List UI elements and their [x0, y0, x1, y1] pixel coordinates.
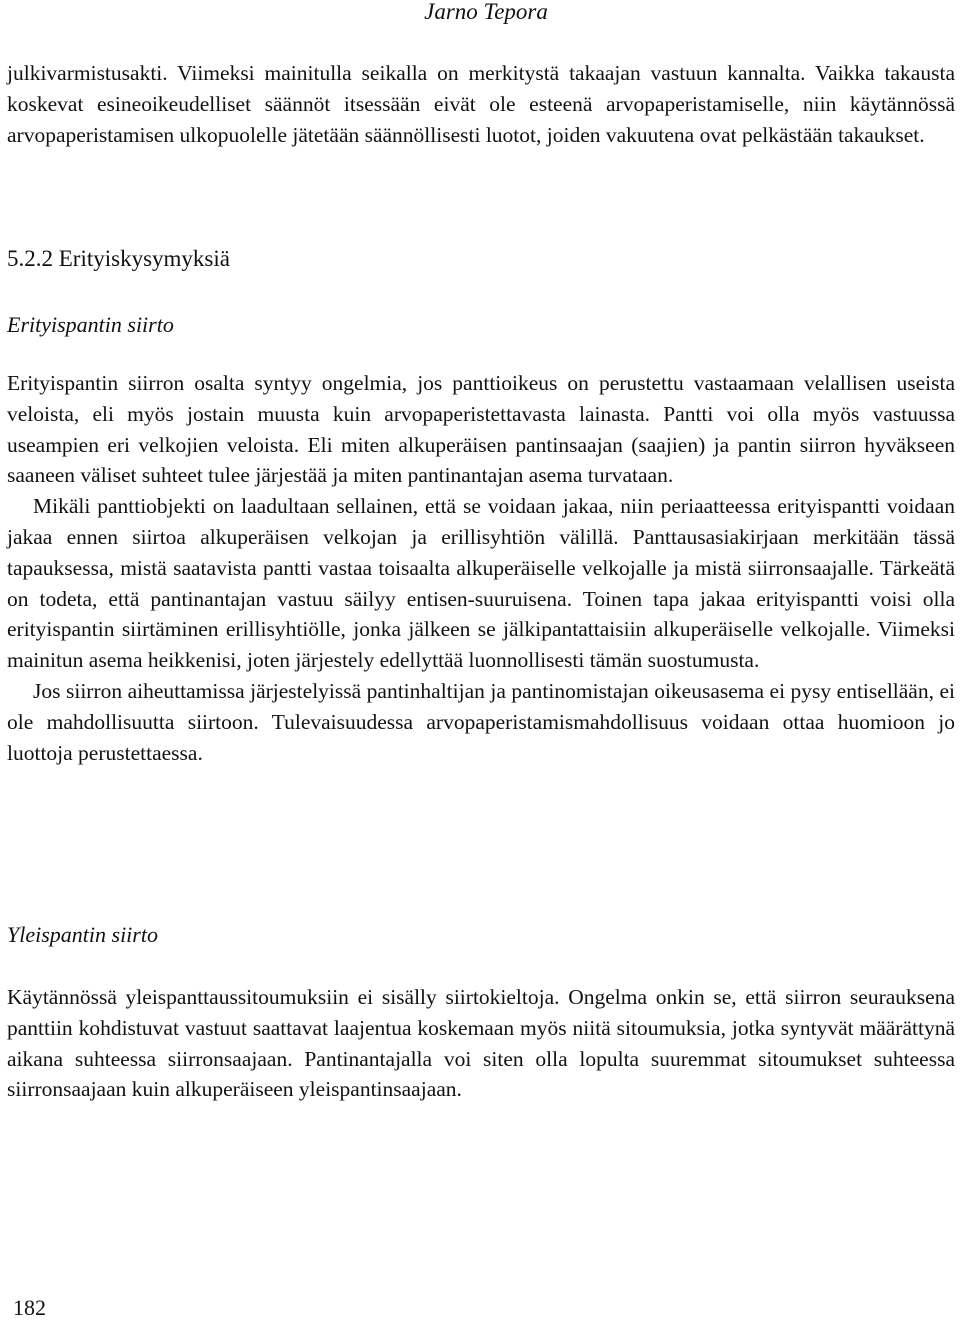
page-number: 182	[13, 1295, 46, 1320]
subsection-body-erityispantti	[7, 368, 955, 768]
running-head-author: Jarno Tepora	[424, 0, 548, 24]
body-paragraph: Jos siirron aiheuttamissa järjestelyissä pantinhaltijan ja pantinomistajan oikeusasema ei pysy entisellään, ei ole mahdollisuutta siirtoon. Tulevaisuudessa arvopaperistamismahdollisuus voidaan ottaa huomioon jo luottoja perustettaessa.	[7, 678, 955, 765]
section-heading: 5.2.2 Erityiskysymyksiä	[7, 246, 230, 271]
body-paragraph: Erityispantin siirron osalta syntyy ongelmia, jos panttioikeus on perustettu vastaamaan velallisen useista veloista, eli myös jostain muusta kuin arvopaperistettavasta lainasta. Pantti voi olla myös vastuussa useampien eri velkojien veloista. Eli miten alkuperäisen pantinsaajan (saajien) ja pantin siirron hyväkseen saaneen väliset suhteet tulee järjestää ja miten pantinantajan asema turvataan.	[7, 371, 955, 488]
body-paragraph: Mikäli panttiobjekti on laadultaan sellainen, että se voidaan jakaa, niin periaatteessa erityispantti voidaan jakaa ennen siirtoa alkuperäisen velkojan ja erillisyhtiön välillä. Panttausasiakirjaan merkitään tässä tapauksessa, mistä saatavista pantti vastaa toisaalta alkuperäiselle velkojalle ja mistä siirronsaajalle. Tärkeätä on todeta, että pantinantajan vastuu säilyy entisen-suuruisena. Toinen tapa jakaa erityispantti voisi olla erityispantin siirtäminen erillisyhtiölle, jonka jälkeen se jälkipantattaisiin alkuperäiselle velkojalle. Viimeksi mainitun asema heikkenisi, joten järjestely edellyttää luonnollisesti tämän suostumusta.	[7, 494, 955, 673]
subsection-heading-erityispantti: Erityispantin siirto	[7, 312, 174, 337]
subsection-body-yleispantti	[7, 982, 955, 1105]
intro-paragraph: julkivarmistusakti. Viimeksi mainitulla seikalla on merkitystä takaajan vastuun kannalta. Vaikka takausta koskevat esineoikeudelliset säännöt itsessään eivät ole esteenä arvopaperistamiselle, niin käytännössä arvopaperistamisen ulkopuolelle jätetään säännöllisesti luotot, joiden vakuutena ovat pelkästään takaukset.	[7, 61, 955, 147]
subsection-heading-yleispantti: Yleispantin siirto	[7, 922, 158, 947]
body-paragraph: Käytännössä yleispanttaussitoumuksiin ei sisälly siirtokieltoja. Ongelma onkin se, että siirron seurauksena panttiin kohdistuvat vastuut saattavat laajentua koskemaan myös niitä sitoumuksia, jotka syntyvät määrättynä aikana suhteessa siirronsaajaan. Pantinantajalla voi siten olla lopulta suuremmat sitoumukset suhteessa siirronsaajaan kuin alkuperäiseen yleispantinsaajaan.	[7, 985, 955, 1102]
